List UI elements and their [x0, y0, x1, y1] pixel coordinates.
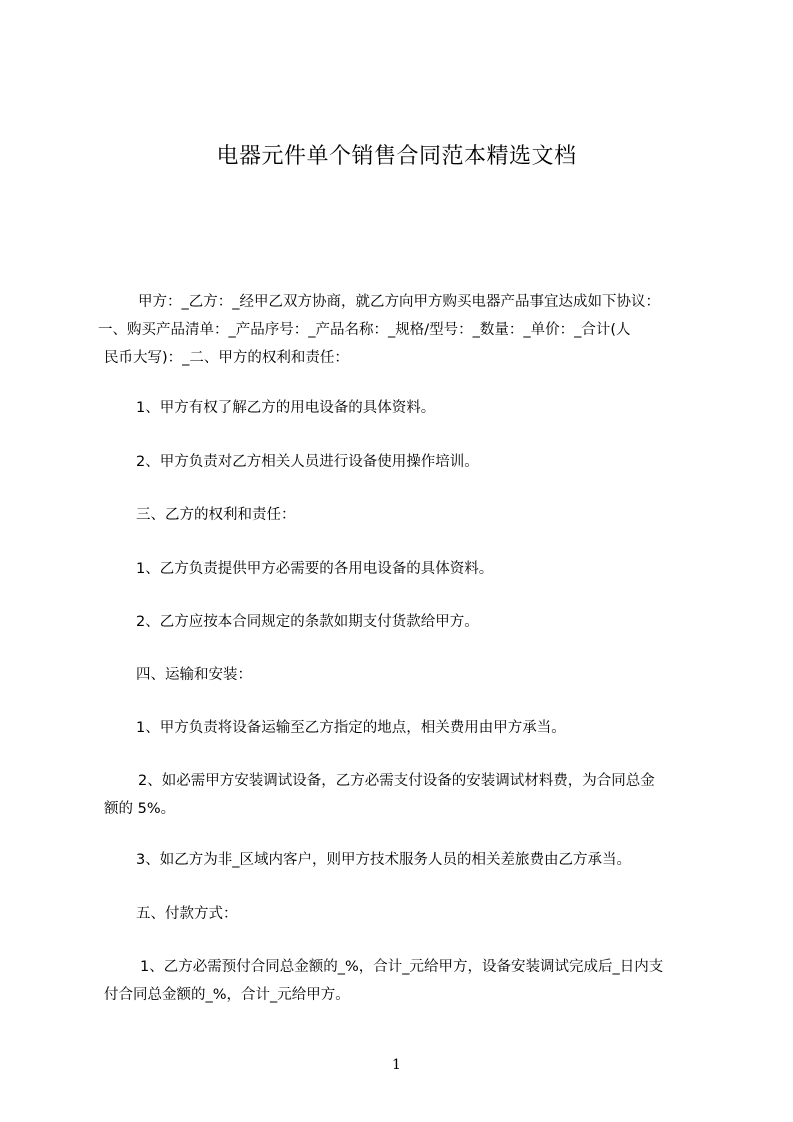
intro-line: 民币大写)：_二、甲方的权利和责任： [104, 350, 349, 366]
clause-paragraph [104, 953, 710, 1009]
clause-line: 额的 5%。 [104, 801, 176, 817]
section-heading [104, 661, 710, 689]
intro-line: 甲方：_乙方：_经甲乙双方协商，就乙方向甲方购买电器产品事宜达成如下协议： [138, 294, 660, 310]
document-title: 电器元件单个销售合同范本精选文档 [216, 144, 577, 169]
clause-line: 1、乙方负责提供甲方必需要的各用电设备的具体资料。 [136, 561, 494, 577]
clause-line: 1、甲方负责将设备运输至乙方指定的地点，相关费用由甲方承当。 [136, 720, 566, 736]
clause-paragraph [104, 767, 710, 823]
clause-line: 1、甲方有权了解乙方的用电设备的具体资料。 [136, 400, 436, 416]
clause-line: 2、乙方应按本合同规定的条款如期支付货款给甲方。 [136, 614, 479, 630]
page-number: 1 [392, 1057, 401, 1073]
clause-paragraph [104, 608, 710, 636]
clause-line: 2、甲方负责对乙方相关人员进行设备使用操作培训。 [136, 454, 479, 470]
clause-paragraph [104, 714, 710, 742]
clause-line: 五、付款方式： [136, 906, 238, 922]
section-heading [104, 501, 710, 529]
clause-line: 三、乙方的权利和责任： [136, 507, 296, 523]
clause-paragraph [104, 555, 710, 583]
clause-line: 付合同总金额的_%，合计_元给甲方。 [104, 987, 350, 1003]
section-heading [104, 900, 710, 928]
intro-line: 一、购买产品清单：_产品序号：_产品名称：_规格/型号：_数量：_单价：_合计(人 [98, 322, 631, 338]
clause-paragraph [104, 846, 710, 874]
clause-line: 2、如必需甲方安装调试设备，乙方必需支付设备的安装调试材料费，为合同总金 [138, 773, 655, 789]
intro-paragraph [98, 288, 710, 372]
clause-line: 1、乙方必需预付合同总金额的_%，合计_元给甲方，设备安装调试完成后_日内支 [140, 959, 664, 975]
clause-paragraph [104, 448, 710, 476]
clause-line: 四、运输和安装： [136, 667, 252, 683]
clause-paragraph [104, 394, 710, 422]
clause-line: 3、如乙方为非_区域内客户，则甲方技术服务人员的相关差旅费由乙方承当。 [136, 852, 631, 868]
